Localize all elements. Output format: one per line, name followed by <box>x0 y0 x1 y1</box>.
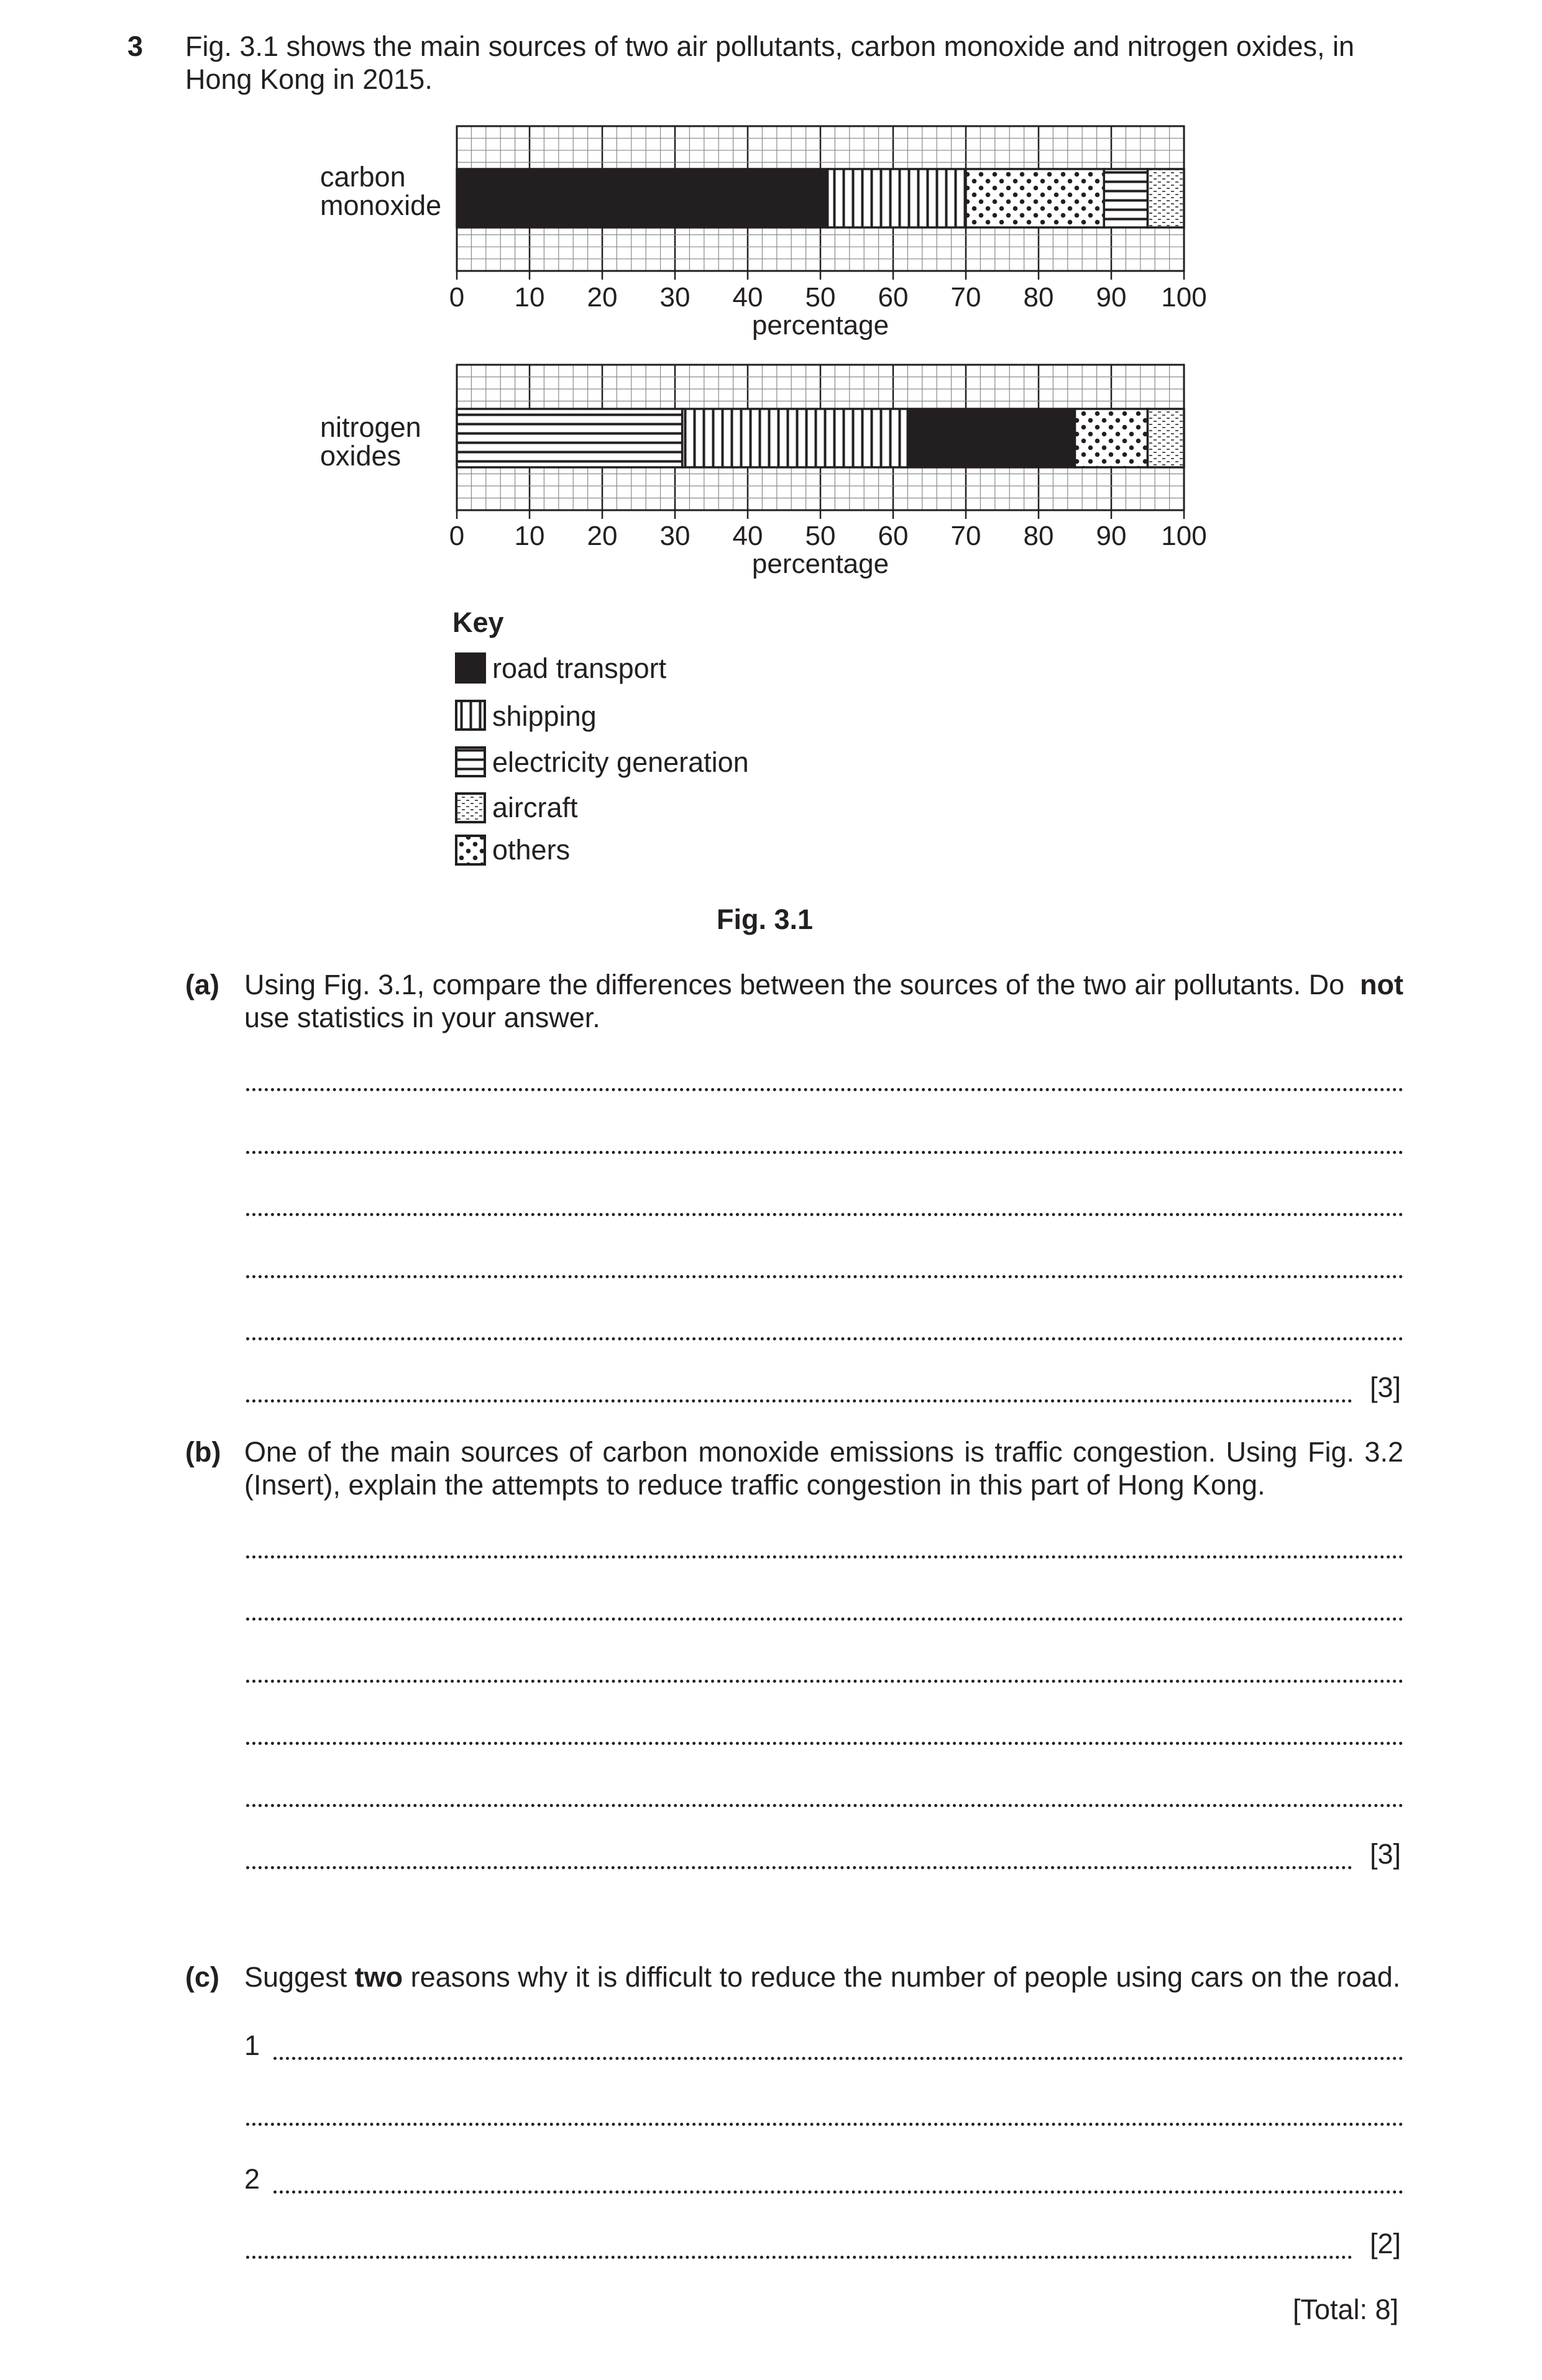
part-a-line1-bold: not <box>1360 969 1403 1000</box>
key-label-aircraft: aircraft <box>492 792 578 823</box>
part-b-marks: [3] <box>1370 1838 1402 1870</box>
x-tick-label: 20 <box>587 521 618 551</box>
co-row-label-line2: monoxide <box>320 190 442 221</box>
key-label-road-transport: road transport <box>492 652 667 684</box>
x-tick-label: 20 <box>587 282 618 313</box>
intro-line-2: Hong Kong in 2015. <box>185 63 433 95</box>
part-b-answer-line-6[interactable] <box>246 1866 1352 1869</box>
part-c-label: (c) <box>185 1961 219 1993</box>
part-a-answer-line-5[interactable] <box>246 1337 1403 1340</box>
nox-row-label-line1: nitrogen <box>320 411 421 443</box>
figure-caption: Fig. 3.1 <box>717 904 814 935</box>
x-axis-label: percentage <box>751 310 889 341</box>
x-tick-label: 60 <box>878 282 909 313</box>
nox-row-label-line2: oxides <box>320 440 402 472</box>
x-tick-label: 80 <box>1023 282 1054 313</box>
part-c-text-pre: Suggest <box>244 1961 347 1993</box>
part-b-line-2: (Insert), explain the attempts to reduce traffic congestion in this part of Hong Kong. <box>244 1469 1265 1501</box>
part-b-answer-line-3[interactable] <box>246 1680 1403 1683</box>
x-tick-label: 90 <box>1096 521 1127 551</box>
key-label-electricity-generation: electricity generation <box>492 746 749 778</box>
x-tick-label: 50 <box>805 521 836 551</box>
x-tick-label: 40 <box>732 521 763 551</box>
part-c-answer-line-3[interactable] <box>273 2190 1403 2194</box>
x-tick-label: 60 <box>878 521 909 551</box>
part-a-answer-line-1[interactable] <box>246 1088 1403 1091</box>
x-tick-label: 70 <box>950 282 981 313</box>
part-b-answer-line-4[interactable] <box>246 1742 1403 1745</box>
x-axis-label: percentage <box>751 549 889 579</box>
part-c-answer-line-2[interactable] <box>246 2123 1403 2126</box>
key-swatch-electricity <box>456 748 485 776</box>
key-swatches <box>0 0 1542 932</box>
part-c-question <box>244 1961 1400 1993</box>
part-a-answer-line-6[interactable] <box>246 1399 1352 1403</box>
part-a-answer-line-3[interactable] <box>246 1213 1403 1216</box>
total-marks: [Total: 8] <box>1293 2294 1399 2325</box>
part-b-answer-line-5[interactable] <box>246 1804 1403 1807</box>
key-swatch-aircraft <box>456 794 485 822</box>
x-tick-label: 0 <box>449 282 465 313</box>
part-a-answer-line-2[interactable] <box>246 1151 1403 1154</box>
part-c-answer-line-4[interactable] <box>246 2256 1352 2259</box>
key-label-others: others <box>492 834 571 866</box>
part-c-text-bold: two <box>354 1961 403 1993</box>
x-tick-label: 80 <box>1023 521 1054 551</box>
key-swatch-others <box>456 836 485 864</box>
x-tick-label: 100 <box>1161 282 1207 313</box>
x-tick-label: 10 <box>514 282 545 313</box>
key-label-shipping: shipping <box>492 700 597 732</box>
part-b-line-1: One of the main sources of carbon monoxide emissions is traffic congestion. Using Fig. 3.2 <box>244 1436 1403 1468</box>
key-title: Key <box>452 606 504 638</box>
part-a-line-1 <box>244 968 1403 1001</box>
key-swatch-shipping <box>456 701 485 730</box>
x-tick-label: 30 <box>659 282 691 313</box>
part-b-answer-line-2[interactable] <box>246 1618 1403 1621</box>
key-swatch-road <box>456 654 485 682</box>
x-tick-label: 70 <box>950 521 981 551</box>
question-number: 3 <box>127 30 144 62</box>
part-c-marks: [2] <box>1370 2228 1402 2259</box>
part-a-line1-text: Using Fig. 3.1, compare the differences between the sources of the two air pollutants. Do <box>244 969 1345 1000</box>
x-tick-label: 50 <box>805 282 836 313</box>
x-tick-label: 90 <box>1096 282 1127 313</box>
co-row-label-line1: carbon <box>320 161 406 193</box>
x-tick-label: 0 <box>449 521 465 551</box>
part-c-answer-number-2: 2 <box>244 2163 260 2195</box>
x-tick-label: 30 <box>659 521 691 551</box>
part-c-text-post: reasons why it is difficult to reduce the number of people using cars on the road. <box>410 1961 1401 1993</box>
x-tick-label: 10 <box>514 521 545 551</box>
intro-line-1: Fig. 3.1 shows the main sources of two air pollutants, carbon monoxide and nitrogen oxides, in <box>185 30 1355 62</box>
part-b-label: (b) <box>185 1436 221 1468</box>
x-tick-label: 100 <box>1161 521 1207 551</box>
x-tick-label: 40 <box>732 282 763 313</box>
part-b-answer-line-1[interactable] <box>246 1555 1403 1558</box>
part-c-answer-line-1[interactable] <box>273 2057 1403 2060</box>
part-a-marks: [3] <box>1370 1371 1402 1403</box>
part-a-label: (a) <box>185 969 219 1000</box>
part-c-answer-number-1: 1 <box>244 2030 260 2061</box>
part-a-answer-line-4[interactable] <box>246 1275 1403 1278</box>
part-a-line-2: use statistics in your answer. <box>244 1002 600 1033</box>
